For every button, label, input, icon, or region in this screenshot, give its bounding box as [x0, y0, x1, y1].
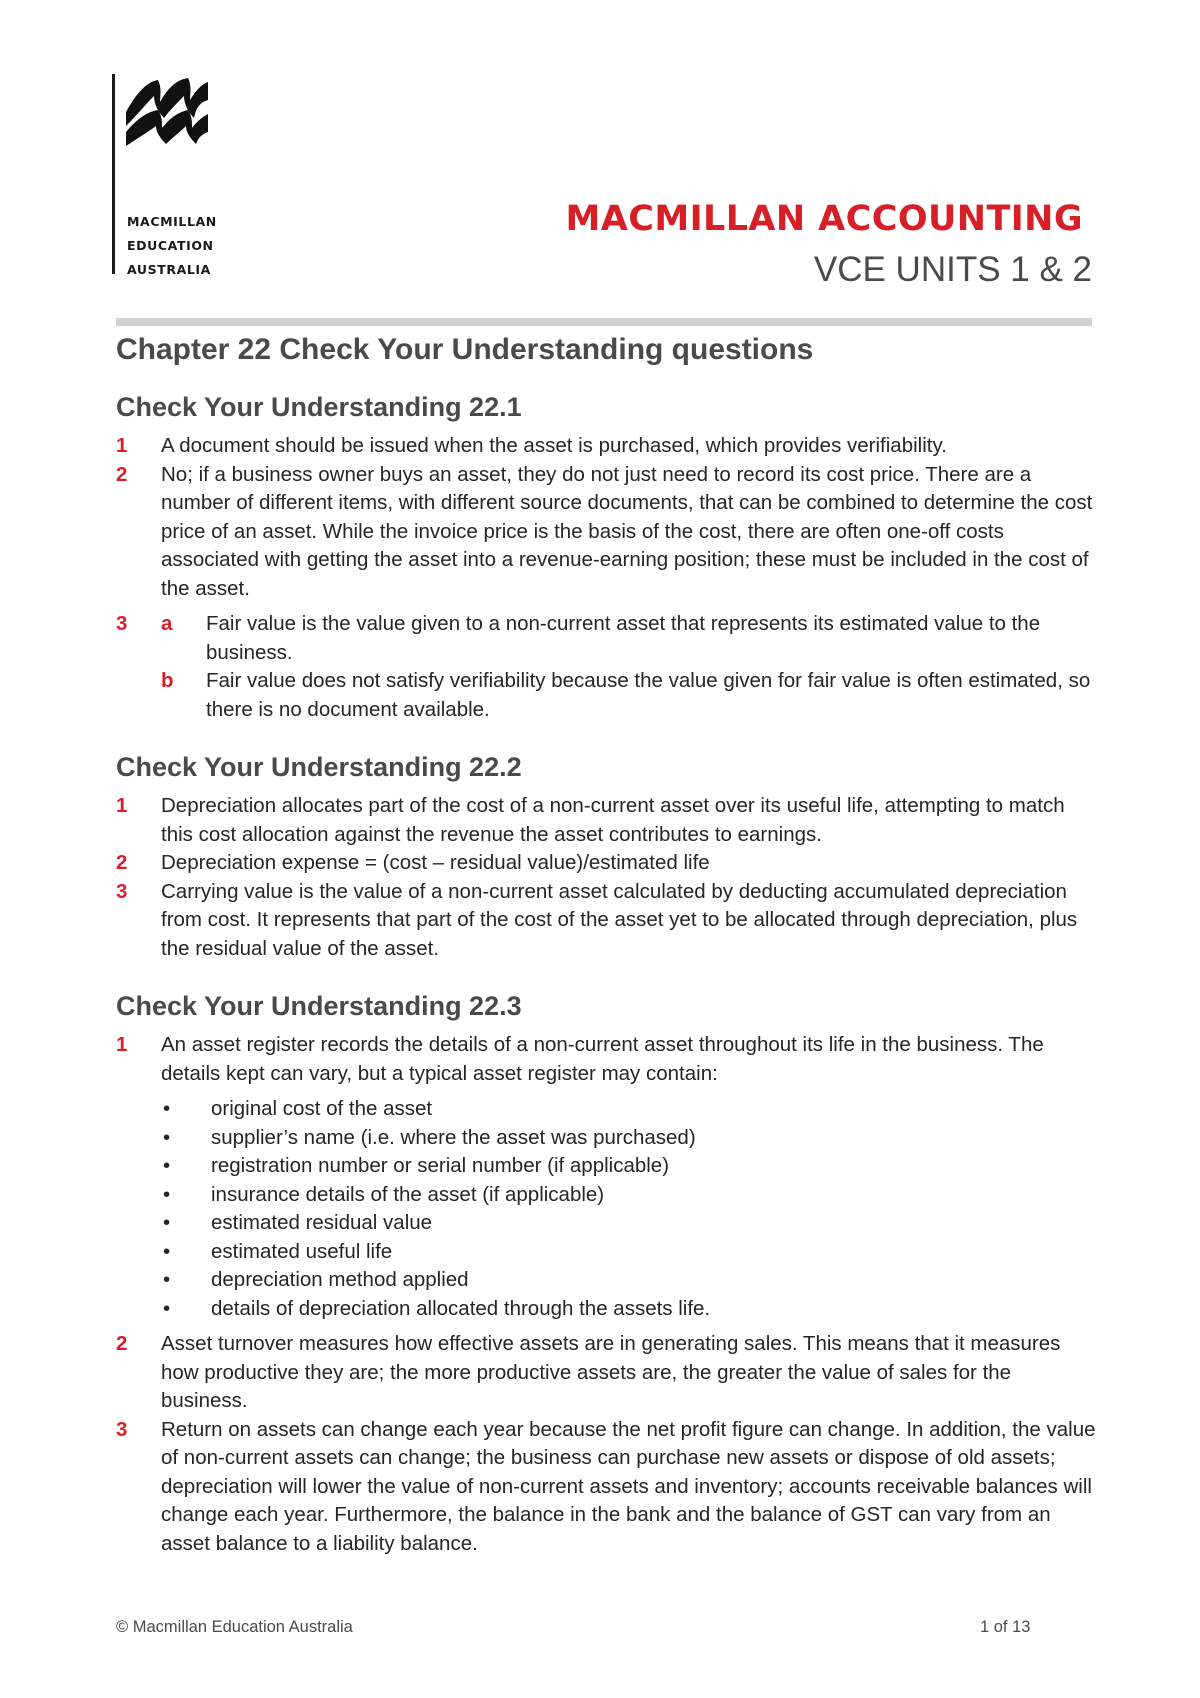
question-answer: No; if a business owner buys an asset, they do not just need to record its cost price. There are a number of different items, with different source documents, that can be combined to determine the cost price of an asset. While the invoice price is the basis of the cost, there are often one-off costs associated with getting the asset into a revenue-earning position; these must be included in the cost of the asset. [161, 462, 1093, 600]
question-number: 3 [116, 879, 128, 903]
sub-question-answer: Fair value is the value given to a non-current asset that represents its estimated value to the business. [206, 612, 1041, 664]
list-item-text: estimated useful life [211, 1239, 393, 1263]
question-number: 2 [116, 851, 128, 874]
question-answer: Return on assets can change each year because the net profit figure can change. In addition, the value of non-current assets can change; the business can purchase new assets or dispose of old assets; depreciation will lower the value of non-current assets and inventory; accounts receivable balances will change each year. Furthermore, the balance in the bank and the balance of GST can vary from an asset balance to a liability balance. [161, 1417, 1096, 1555]
bullet-icon: • [163, 1182, 171, 1206]
question-number: 1 [116, 1033, 128, 1056]
footer-copyright: © Macmillan Education Australia [116, 1618, 353, 1636]
question-item [116, 432, 1096, 461]
question-item [116, 878, 1096, 964]
list-item-text: supplier’s name (i.e. where the asset was purchased) [211, 1125, 696, 1149]
question-number: 3 [116, 1417, 128, 1441]
list-item [161, 1152, 1096, 1181]
question-list [116, 792, 1096, 963]
list-item [161, 1095, 1096, 1124]
question-number: 2 [116, 1332, 128, 1355]
question-item [116, 1416, 1096, 1559]
list-item-text: details of depreciation allocated through the assets life. [211, 1296, 711, 1320]
list-item-text: registration number or serial number (if applicable) [211, 1154, 670, 1177]
sub-question [161, 667, 1096, 724]
question-answer: Asset turnover measures how effective assets are in generating sales. This means that it measures how productive they are; the more productive assets are, the greater the value of sales for the business. [161, 1332, 1061, 1412]
question-number: 1 [116, 434, 128, 457]
bullet-icon: • [163, 1125, 171, 1149]
section-title: Check Your Understanding 22.2 [116, 752, 522, 782]
sub-question [161, 610, 1096, 667]
question-answer: Carrying value is the value of a non-current asset calculated by deducting accumulated depreciation from cost. It represents that part of the cost of the asset yet to be allocated through depreciation, plus the residual value of the asset. [161, 879, 1078, 960]
question-number: 1 [116, 794, 128, 817]
logo-divider [112, 74, 115, 274]
section-title: Check Your Understanding 22.3 [116, 991, 522, 1021]
publisher-line: EDUCATION [127, 238, 214, 253]
list-item-text: estimated residual value [211, 1211, 433, 1234]
page-number: 1 of 13 [980, 1618, 1031, 1636]
list-item-text: depreciation method applied [211, 1268, 469, 1291]
question-answer-text: An asset register records the details of a non-current asset throughout its life in the business. The details kept can vary, but a typical asset register may contain: [161, 1033, 1044, 1085]
sub-question-answer: Fair value does not satisfy verifiability because the value given for fair value is often estimated, so there is no document available. [206, 669, 1091, 721]
sub-question-letter: a [161, 612, 173, 635]
question-number: 2 [116, 462, 128, 486]
publisher-line: MACMILLAN [127, 214, 217, 229]
bullet-icon: • [163, 1239, 171, 1263]
question-item [116, 610, 1096, 724]
chapter-title: Chapter 22 Check Your Understanding questions [116, 333, 814, 366]
list-item [161, 1266, 1096, 1295]
document-body [116, 328, 1096, 1558]
list-item-text: insurance details of the asset (if applicable) [211, 1182, 605, 1206]
brand-subtitle: VCE UNITS 1 & 2 [813, 250, 1092, 289]
question-item [116, 1330, 1096, 1416]
bullet-icon: • [163, 1296, 171, 1320]
bullet-list [161, 1095, 1096, 1323]
macmillan-logo-icon [124, 74, 210, 146]
question-item [116, 461, 1096, 604]
question-item [116, 849, 1096, 878]
bullet-icon: • [163, 1211, 171, 1234]
header-rule [116, 318, 1092, 326]
question-number: 3 [116, 612, 128, 635]
question-answer: Depreciation expense = (cost – residual value)/estimated life [161, 851, 710, 874]
question-list [116, 432, 1096, 724]
question-answer: A document should be issued when the asset is purchased, which provides verifiability. [161, 434, 947, 457]
list-item [161, 1295, 1096, 1324]
bullet-icon: • [163, 1154, 171, 1177]
brand-title: MACMILLAN ACCOUNTING [565, 199, 1083, 239]
bullet-icon: • [163, 1268, 171, 1291]
question-answer [161, 610, 1096, 724]
question-answer [161, 1031, 1096, 1323]
bullet-icon: • [163, 1097, 171, 1120]
question-answer: Depreciation allocates part of the cost of a non-current asset over its useful life, attempting to match this cost allocation against the revenue the asset contributes to earnings. [161, 794, 1065, 846]
list-item [161, 1238, 1096, 1267]
sub-question-letter: b [161, 669, 174, 692]
section-title: Check Your Understanding 22.1 [116, 392, 522, 422]
question-list [116, 1031, 1096, 1558]
list-item-text: original cost of the asset [211, 1097, 433, 1120]
question-item [116, 792, 1096, 849]
list-item [161, 1209, 1096, 1238]
question-item [116, 1031, 1096, 1323]
publisher-name [127, 210, 217, 282]
list-item [161, 1124, 1096, 1153]
list-item [161, 1181, 1096, 1210]
publisher-line: AUSTRALIA [127, 262, 211, 277]
